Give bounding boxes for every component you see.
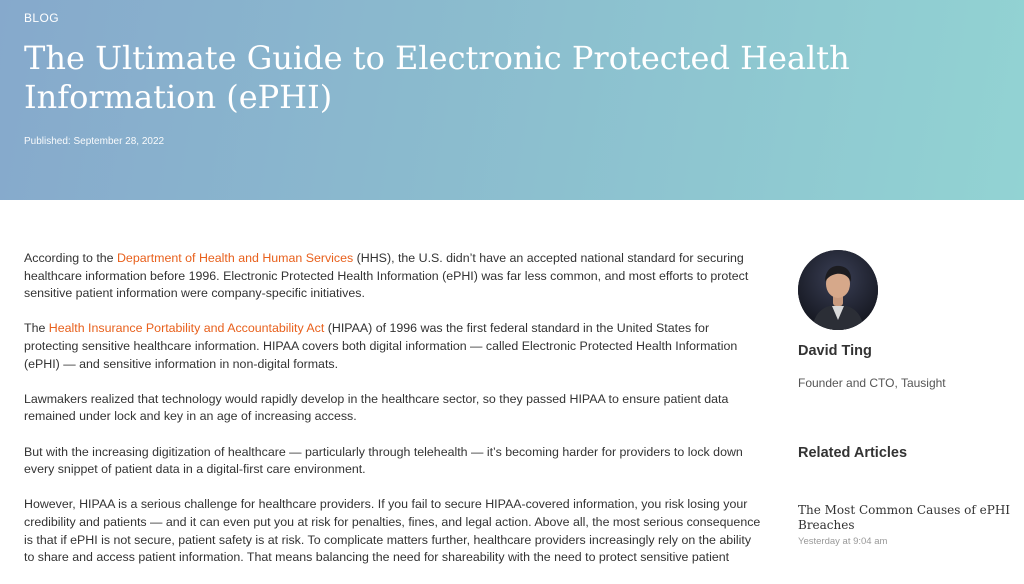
article-paragraph-5: However, HIPAA is a serious challenge for healthcare providers. If you fail to secure HIPAA-covered information, you risk losing your credibility and patients — and it can even put you at risk for penalties, fines, and legal action. Above all, the most serious consequence is that if ePHI is not secure, patient safety is at risk. To complicate matters further, healthcare providers increasingly rely on the ability to share and access patient information. That means balancing the need for shareability with the need to protect sensitive patient [24, 497, 761, 565]
hipaa-link[interactable]: Health Insurance Portability and Accountability Act [48, 321, 325, 336]
article-paragraph-2: The Health Insurance Portability and Accountability Act (HIPAA) of 1996 was the first federal standard in the United States for protecting sensitive healthcare information. HIPAA covers both digital information — called Electronic Protected Health Information (ePHI) — and sensitive information in non-digital formats. [24, 321, 738, 371]
related-article-item[interactable] [798, 503, 1018, 547]
hhs-link[interactable]: Department of Health and Human Services [116, 251, 354, 265]
article-body [24, 250, 764, 584]
author-photo-icon [798, 250, 878, 330]
related-article-title[interactable]: The Most Common Causes of ePHI Breaches [798, 503, 1011, 532]
article-paragraph-4: But with the increasing digitization of healthcare — particularly through telehealth — it’s becoming harder for providers to lock down every snippet of patient data in a digital-first care environment. [24, 444, 743, 477]
article-paragraph-3: Lawmakers realized that technology would rapidly develop in the healthcare sector, so they passed HIPAA to ensure patient data remained under lock and key in an age of increasing access. [24, 391, 729, 424]
article-paragraph-1: According to the Department of Health and Human Services (HHS), the U.S. didn’t have an accepted national standard for securing healthcare information before 1996. Electronic Protected Health Information (ePHI) was far less common, and most efforts to protect sensitive patient information were company-specific initiatives. [24, 251, 749, 301]
author-title: Founder and CTO, Tausight [798, 376, 946, 390]
author-avatar[interactable] [798, 250, 878, 330]
category-label[interactable]: BLOG [24, 11, 59, 25]
author-name[interactable]: David Ting [798, 343, 872, 359]
related-article-time: Yesterday at 9:04 am [798, 536, 888, 547]
related-articles-heading: Related Articles [798, 445, 908, 461]
hero-banner [0, 0, 1024, 200]
published-date: Published: September 28, 2022 [24, 136, 165, 147]
page-title: The Ultimate Guide to Electronic Protected Health Information (ePHI) [24, 39, 850, 116]
